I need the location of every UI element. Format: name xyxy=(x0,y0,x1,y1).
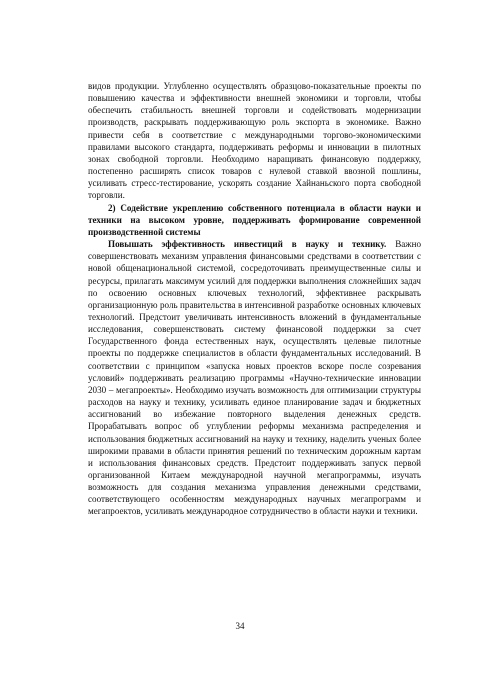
section-heading: 2) Содействие укреплению собственного потенциала в области науки и техники на высоком уровне, поддерживать формирование современной производственной системы xyxy=(88,202,421,237)
paragraph-body: Важно совершенствовать механизм управления финансовыми средствами в соответствии с новой общенациональной системой, сосредоточивать преимущественные силы и ресурсы, прилагать максимум усилий для поддержки выполнения сложнейших задач по освоению основных ключевых технологий, эффективнее раскрывать организационную роль правительства в интенсивной разработке основных ключевых технологий. Предстоит увеличивать интенсивность вложений в фундаментальные исследования, совершенствовать систему финансовой поддержки за счет Государственного фонда естественных наук, осуществлять целевые пилотные проекты по поддержке специалистов в области фундаментальных исследований. В соответствии с принципом «запуска новых проектов вскоре после созревания условий» поддерживать реализацию программы «Научно-технические инновации 2030 – мегапроекты». Необходимо изучать возможность для оптимизации структуры расходов на науку и технику, усиливать единое планирование задач и бюджетных ассигнований во избежание повторного выделения денежных средств. Прорабатывать вопрос об углублении реформы механизма распределения и использования бюджетных ассигнований на науку и технику, наделить ученых более широкими правами в области принятия решений по техническим дорожным картам и использования финансовых средств. Предстоит поддерживать запуск первой организованной Китаем международной научной мегапрограммы, изучать возможность для создания механизма управления денежными средствами, соответствующего особенностям международных научных мегапрограмм и мегапроектов, усиливать международное сотрудничество в области науки и техники. xyxy=(88,239,422,517)
paragraph-lead-sentence: Повышать эффективность инвестиций в науку и технику. xyxy=(108,239,387,250)
document-page xyxy=(88,80,421,518)
paragraph-investment xyxy=(88,238,421,518)
page-number: 34 xyxy=(235,621,245,631)
paragraph-continuation: видов продукции. Углубленно осуществлять образцово-показательные проекты по повышению качества и эффективности внешней экономики и торговли, чтобы обеспечить стабильность внешней торговли и содействовать модернизации производств, раскрывать поддерживающую роль экспорта в экономике. Важно привести себя в соответствие с международными торгово-экономическими правилами высокого стандарта, поддерживать реформы и инновации в пилотных зонах свободной торговли. Необходимо наращивать финансовую поддержку, постепенно расширять список товаров с нулевой ставкой ввозной пошлины, усиливать стресс-тестирование, ускорять создание Хайнаньского порта свободной торговли. xyxy=(88,81,421,201)
